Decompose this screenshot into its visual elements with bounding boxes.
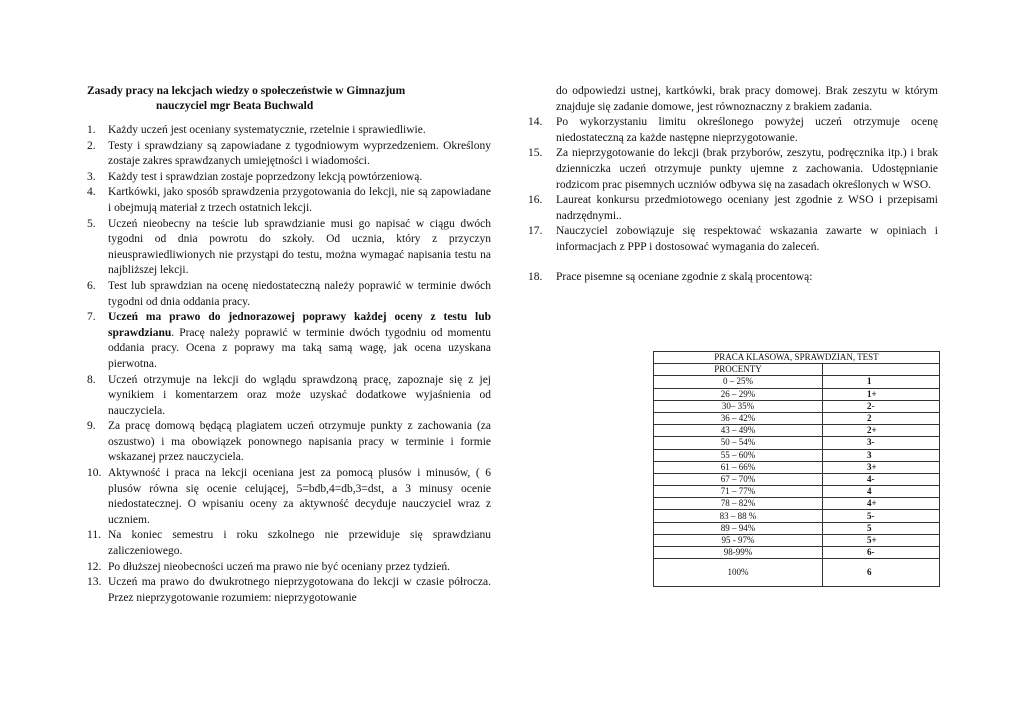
table-header-row xyxy=(654,352,940,364)
rules-list-right xyxy=(528,115,938,255)
percent-range-cell: 55 – 60% xyxy=(654,449,823,461)
table-subheader: PROCENTY xyxy=(654,364,823,376)
table-row xyxy=(654,486,940,498)
rule-number: 5. xyxy=(87,217,96,230)
rule-number: 10. xyxy=(87,467,102,480)
rule-text: Aktywność i praca na lekcji oceniana jest za pomocą plusów i minusów, ( 6 plusów równa się ocenie celującej, 5=bdb,4=db,3=dst, a 3 minusy ocenie niedostatecznej. O wpisaniu oceny za aktywność decyduje nauczyciel wraz z uczniem. xyxy=(108,467,491,526)
table-row xyxy=(654,400,940,412)
rule-text: Uczeń ma prawo do dwukrotnego nieprzygotowana do lekcji w czasie półrocza. Przez nieprzygotowanie rozumiem: nieprzygotowanie xyxy=(108,576,491,604)
grade-cell: 3 xyxy=(823,449,940,461)
table-subheader-empty xyxy=(823,364,940,376)
percent-range-cell: 26 – 29% xyxy=(654,388,823,400)
rule-item-11 xyxy=(87,528,491,559)
rule-item-18 xyxy=(528,270,938,286)
grade-cell: 1+ xyxy=(823,388,940,400)
percent-range-cell: 67 – 70% xyxy=(654,473,823,485)
rule-text: Za pracę domową będącą plagiatem uczeń otrzymuje punkty z zachowania (za oszustwo) i ma obowiązek ponownego napisania pracy w terminie i formie wskazanej przez nauczyciela. xyxy=(108,420,491,464)
grade-cell: 4 xyxy=(823,486,940,498)
percent-range-cell: 43 – 49% xyxy=(654,425,823,437)
rule-number: 16. xyxy=(528,194,543,207)
rule-text: Każdy test i sprawdzian zostaje poprzedzony lekcją powtórzeniową. xyxy=(108,170,423,183)
rule-number: 18. xyxy=(528,270,543,283)
percent-range-cell: 71 – 77% xyxy=(654,486,823,498)
rule-text: Laureat konkursu przedmiotowego oceniany jest zgodnie z WSO i przepisami nadrzędnymi.. xyxy=(556,194,938,222)
rule-item-5 xyxy=(87,217,491,279)
rule-text: Na koniec semestru i roku szkolnego nie przewiduje się sprawdzianu zaliczeniowego. xyxy=(108,529,491,558)
percent-range-cell: 30– 35% xyxy=(654,400,823,412)
rule-number: 6. xyxy=(87,279,96,292)
grade-cell: 5 xyxy=(823,522,940,534)
grade-cell: 4- xyxy=(823,473,940,485)
rule-item-2 xyxy=(87,139,491,170)
table-row xyxy=(654,461,940,473)
rule-number: 11. xyxy=(87,529,101,542)
rule-number: 13. xyxy=(87,576,102,589)
rule-text: Po wykorzystaniu limitu określonego powyżej uczeń otrzymuje ocenę niedostateczną za każde następne nieprzygotowanie. xyxy=(556,116,938,144)
table-row xyxy=(654,473,940,485)
table-row xyxy=(654,412,940,424)
grading-scale-table xyxy=(653,351,940,587)
grade-cell: 6 xyxy=(823,559,940,587)
table-subheader-row xyxy=(654,364,940,376)
rule-item-10 xyxy=(87,466,491,528)
rule-number: 8. xyxy=(87,373,96,386)
rule-number: 7. xyxy=(87,311,96,324)
table-row xyxy=(654,510,940,522)
rule-text: Za nieprzygotowanie do lekcji (brak przyborów, zeszytu, podręcznika itp.) i brak dzienniczka uczeń otrzymuje punkty ujemne z zachowania. Udostępnianie rodzicom prac pisemnych uczniów odbywa się na zasadach określonych w WSO. xyxy=(556,147,938,191)
rule-text: Kartkówki, jako sposób sprawdzenia przygotowania do lekcji, nie są zapowiadane i obejmują materiał z trzech ostatnich lekcji. xyxy=(108,186,491,214)
rule-text-bold: Uczeń ma prawo do jednorazowej poprawy każdej oceny z testu lub sprawdzianu xyxy=(108,311,491,339)
grade-cell: 3+ xyxy=(823,461,940,473)
left-column xyxy=(87,84,491,606)
rule-item-8 xyxy=(87,373,491,420)
percent-range-cell: 61 – 66% xyxy=(654,461,823,473)
table-row xyxy=(654,559,940,587)
table-row xyxy=(654,547,940,559)
grade-cell: 2 xyxy=(823,412,940,424)
percent-range-cell: 50 – 54% xyxy=(654,437,823,449)
rule-text: Każdy uczeń jest oceniany systematycznie, rzetelnie i sprawiedliwie. xyxy=(108,124,426,136)
rule-text: Uczeń nieobecny na teście lub sprawdzianie musi go napisać w ciągu dwóch tygodni od dnia powrotu do szkoły. Od ucznia, który z przyczyn nieusprawiedliwionych nie przystąpi do testu, można wymagać napisania testu na najbliższej lekcji. xyxy=(108,217,491,277)
rule-item-1 xyxy=(87,123,491,139)
rule-number: 17. xyxy=(528,225,543,238)
rule-number: 1. xyxy=(87,124,96,136)
rule-text: Testy i sprawdziany są zapowiadane z tygodniowym wyprzedzeniem. Określony zostaje zakres sprawdzanych umiejętności i wiadomości. xyxy=(108,139,491,168)
rule-number: 9. xyxy=(87,420,96,433)
table-row xyxy=(654,534,940,546)
rule-number: 15. xyxy=(528,147,543,160)
table-header: PRACA KLASOWA, SPRAWDZIAN, TEST xyxy=(654,352,940,364)
percent-range-cell: 83 – 88 % xyxy=(654,510,823,522)
rule-number: 3. xyxy=(87,170,96,183)
grade-cell: 2- xyxy=(823,400,940,412)
rules-list-left xyxy=(87,123,491,606)
table-row xyxy=(654,376,940,388)
table-row xyxy=(654,498,940,510)
rule-number: 4. xyxy=(87,186,96,199)
right-column xyxy=(528,84,938,285)
rule-text: Uczeń otrzymuje na lekcji do wglądu sprawdzoną pracę, zapoznaje się z jej wynikiem i komentarzem oraz może uzyskać dodatkowe wyjaśnienia od nauczyciela. xyxy=(108,373,491,417)
grade-cell: 5+ xyxy=(823,534,940,546)
rule-13-continuation: do odpowiedzi ustnej, kartkówki, brak pracy domowej. Brak zeszytu w którym znajduje się zadanie domowe, jest równoznaczny z brakiem zadania. xyxy=(556,85,938,113)
rule-item-7 xyxy=(87,310,491,372)
rule-item-3 xyxy=(87,170,491,186)
percent-range-cell: 78 – 82% xyxy=(654,498,823,510)
rule-item-16 xyxy=(528,193,938,224)
rule-text: Prace pisemne są oceniane zgodnie z skalą procentową: xyxy=(556,270,813,283)
table-row xyxy=(654,425,940,437)
rule-text: Po dłuższej nieobecności uczeń ma prawo nie być oceniany przez tydzień. xyxy=(108,560,450,573)
grade-cell: 3- xyxy=(823,437,940,449)
percent-range-cell: 89 – 94% xyxy=(654,522,823,534)
table-row xyxy=(654,449,940,461)
rule-item-12 xyxy=(87,560,491,576)
rule-item-6 xyxy=(87,279,491,310)
grade-cell: 6- xyxy=(823,547,940,559)
grade-cell: 5- xyxy=(823,510,940,522)
rule-item-9 xyxy=(87,419,491,466)
rule-item-13 xyxy=(87,575,491,606)
grade-cell: 2+ xyxy=(823,425,940,437)
rule-text: Nauczyciel zobowiązuje się respektować wskazania zawarte w opiniach i informacjach z PPP i dostosować wymagania do zaleceń. xyxy=(556,225,938,253)
rule-number: 14. xyxy=(528,116,543,129)
table-row xyxy=(654,388,940,400)
rule-text-rest: . Pracę należy poprawić w terminie dwóch tygodniu od momentu oddania pracy. Ocena z poprawy ma taką samą wagę, jak ocena uzyskana pierwotna. xyxy=(108,326,491,370)
percent-range-cell: 98-99% xyxy=(654,547,823,559)
percent-range-cell: 36 – 42% xyxy=(654,412,823,424)
rule-number: 12. xyxy=(87,560,102,573)
rule-item-17 xyxy=(528,224,938,255)
teacher-name: nauczyciel mgr Beata Buchwald xyxy=(156,100,314,112)
percent-range-cell: 100% xyxy=(654,559,823,587)
table-row xyxy=(654,522,940,534)
document-title: Zasady pracy na lekcjach wiedzy o społeczeństwie w Gimnazjum xyxy=(87,85,406,97)
rule-item-4 xyxy=(87,185,491,216)
rule-number: 2. xyxy=(87,139,96,152)
rule-text xyxy=(108,311,491,370)
rule-text: Test lub sprawdzian na ocenę niedostateczną należy poprawić w terminie dwóch tygodni od dnia oddania pracy. xyxy=(108,279,491,308)
percent-range-cell: 95 - 97% xyxy=(654,534,823,546)
grade-cell: 1 xyxy=(823,376,940,388)
rule-item-15 xyxy=(528,146,938,193)
table-row xyxy=(654,437,940,449)
rule-item-14 xyxy=(528,115,938,146)
percent-range-cell: 0 – 25% xyxy=(654,376,823,388)
grade-cell: 4+ xyxy=(823,498,940,510)
